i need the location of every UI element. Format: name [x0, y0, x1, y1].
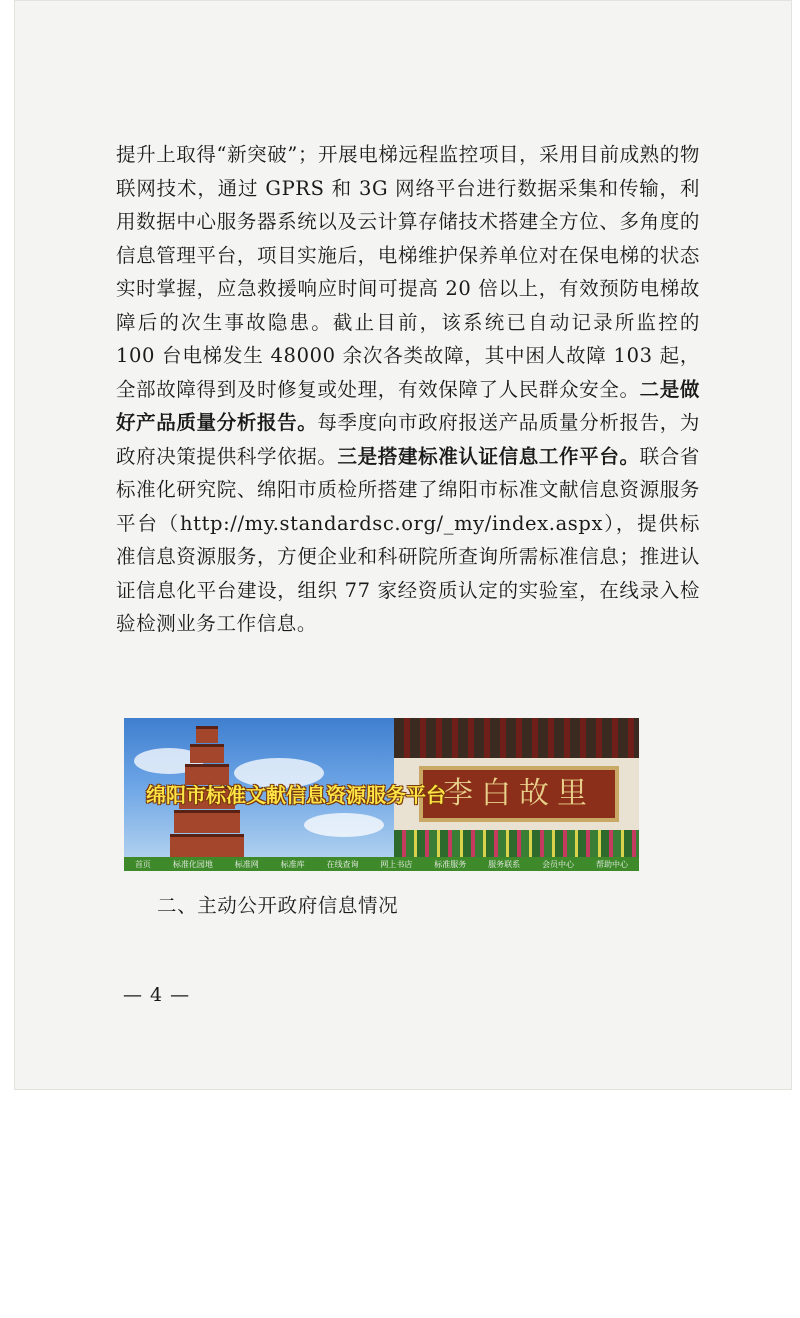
body-text: [116, 138, 700, 641]
banner-title: 绵阳市标准文献信息资源服务平台: [146, 783, 446, 807]
section-heading: 二、主动公开政府信息情况: [157, 894, 399, 917]
banner-nav-item: 标准网: [234, 859, 259, 869]
text-run: 每季度向市政府报送产品质量分析报告，为政府决策提供科学依据。: [116, 411, 700, 468]
gate-eaves: [394, 718, 639, 758]
bold-heading-run: 三是搭建标准认证信息工作平台。: [337, 444, 640, 468]
bold-heading-run: 二是做好产品质量分析报告。: [116, 377, 700, 434]
banner-nav-item: 首页: [134, 859, 151, 869]
flower-bed: [394, 830, 639, 858]
cloud-shape: [304, 813, 384, 837]
banner-nav-item: 会员中心: [542, 859, 575, 869]
text-run: 联合省标准化研究院、绵阳市质检所搭建了绵阳市标准文献信息资源服务平台（http://my.standardsc.org/_my/index.aspx），提供标准信息资源服务，方便企业和科研院所查询所需标准信息；推进认证信息化平台建设，组织 77 家经资质认定的实验室，在线录入检验检测业务工作信息。: [116, 444, 700, 635]
banner-nav-item: 标准化园地: [172, 859, 213, 869]
banner-nav-item: 标准库: [280, 859, 305, 869]
text-run: 提升上取得“新突破”；开展电梯远程监控项目，采用目前成熟的物联网技术，通过 GPRS 和 3G 网络平台进行数据采集和传输，利用数据中心服务器系统以及云计算存储技术搭建全方位、多角度的信息管理平台，项目实施后，电梯维护保养单位对在保电梯的状态实时掌握，应急救援响应时间可提高 20 倍以上，有效预防电梯故障后的次生事故隐患。截止目前，该系统已自动记录所监控的 100 台电梯发生 48000 余次各类故障，其中困人故障 103 起，全部故障得到及时修复或处理，有效保障了人民群众安全。: [116, 143, 700, 401]
banner-nav-bar: [124, 857, 639, 871]
paragraph: [116, 138, 700, 641]
platform-banner-image: [124, 718, 639, 871]
banner-nav-item: 网上书店: [380, 859, 413, 869]
banner-nav-item: 在线查询: [326, 859, 359, 869]
banner-nav-item: 帮助中心: [595, 859, 628, 869]
banner-nav-item: 标准服务: [434, 859, 467, 869]
plaque-sign: 李白故里: [419, 766, 619, 822]
page-number: — 4 —: [123, 984, 191, 1006]
banner-nav-item: 服务联系: [488, 859, 521, 869]
